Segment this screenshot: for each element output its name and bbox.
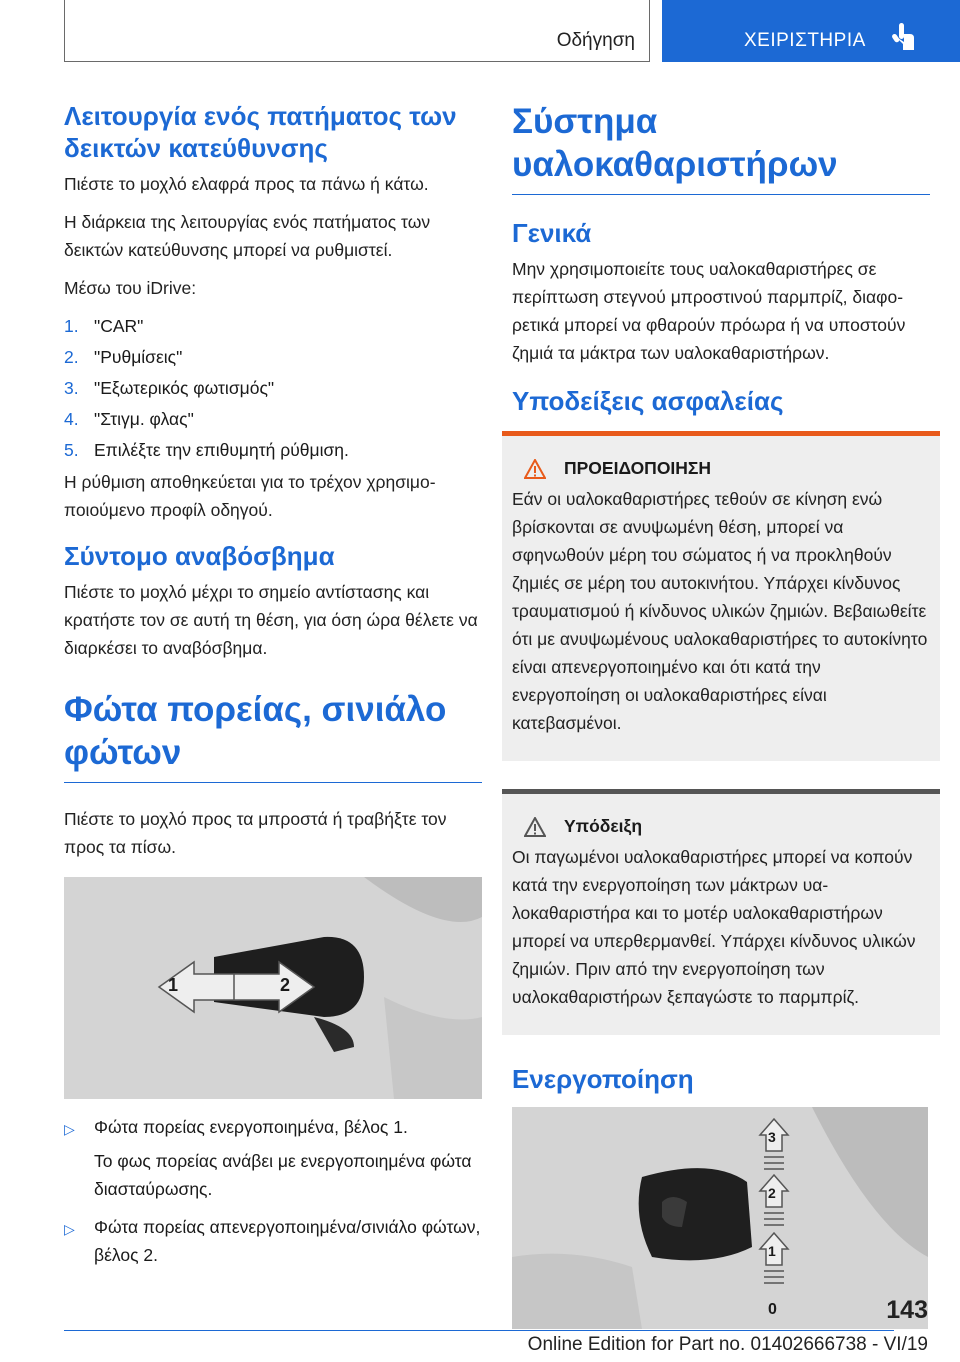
header-chapter-title: ΧΕΙΡΙΣΤΗΡΙΑ — [744, 30, 866, 51]
step-number: 3. — [64, 378, 79, 398]
list-item — [64, 436, 482, 464]
step-number: 5. — [64, 440, 79, 460]
note-title — [512, 816, 930, 837]
idrive-steps-list — [64, 312, 482, 464]
paragraph: Πιέστε το μοχλό μέχρι το σημείο αντίστασης και κρατήστε τον σε αυτή τη θέση, για όση ώρα θέλετε να διαρκέσει το αναβόσβημα. — [64, 582, 478, 658]
position-label-2: 2 — [768, 1185, 776, 1201]
page-number: 143 — [886, 1296, 928, 1324]
paragraph: Πιέστε το μοχλό προς τα μπροστά ή τραβήξτε τον προς τα πίσω. — [64, 809, 447, 857]
step-number: 2. — [64, 347, 79, 367]
warning-box — [502, 431, 940, 761]
paragraph: Η ρύθμιση αποθηκεύεται για το τρέχον χρησιμοποιούμενο προφίλ οδηγού. — [64, 472, 436, 520]
list-item — [64, 343, 482, 371]
paragraph: Πιέστε το μοχλό ελαφρά προς τα πάνω ή κάτω. — [64, 174, 429, 194]
wiper-illustration-svg — [512, 1107, 928, 1329]
note-box — [502, 789, 940, 1035]
section-title-wrap — [64, 688, 482, 783]
edition-note: Online Edition for Part no. 01402666738 - VI/19 — [527, 1334, 928, 1355]
note-title-text: Υπόδειξη — [564, 816, 643, 836]
wiper-lever-illustration — [512, 1107, 928, 1329]
footer-divider — [64, 1330, 894, 1331]
note-triangle-icon — [524, 817, 546, 837]
paragraph: Η διάρκεια της λειτουργίας ενός πατήματος των δεικτών κατεύθυνσης μπορεί να ρυθμιστεί. — [64, 212, 431, 260]
step-number: 1. — [64, 316, 79, 336]
list-item — [64, 1113, 482, 1203]
warning-triangle-icon — [524, 459, 546, 479]
list-item — [64, 312, 482, 340]
section-title-wipers: Σύστημα υαλοκαθαριστήρων — [512, 102, 838, 184]
arrow-label-1: 1 — [168, 975, 179, 995]
heading-general: Γενικά — [512, 218, 592, 248]
left-column — [64, 100, 482, 1279]
heading-activation: Ενεργοποίηση — [512, 1064, 694, 1094]
bullet-subtext: Το φως πορείας ανάβει με ενεργοποιημένα φώτα διασταύρωσης. — [94, 1151, 472, 1199]
right-column — [512, 100, 930, 1329]
heading-short-flash: Σύντομο αναβόσβημα — [64, 541, 335, 571]
warning-title — [512, 458, 930, 479]
header-section-box — [64, 0, 650, 62]
hand-pointer-icon — [890, 22, 916, 52]
header-chapter-tab — [662, 0, 960, 62]
position-label-1: 1 — [768, 1243, 776, 1259]
header-section-title: Οδήγηση — [556, 30, 635, 51]
lever-illustration-svg — [64, 877, 482, 1099]
arrow-label-2: 2 — [280, 975, 291, 995]
high-beam-bullets — [64, 1113, 482, 1269]
list-item — [64, 405, 482, 433]
section-title-wrap — [512, 100, 930, 195]
section-title-high-beams: Φώτα πορείας, σινιάλο φώτων — [64, 690, 447, 772]
paragraph: Μέσω του iDrive: — [64, 278, 197, 298]
paragraph: Μην χρησιμοποιείτε τους υαλοκαθαριστήρες σε περίπτωση στεγνού μπροστινού παρμπρίζ, διαφορετικά μπορεί να φθαρούν πρόωρα ή να υποστούν ζημιά τα μάκτρα των υαλοκαθαριστήρων. — [512, 259, 906, 363]
step-text: "CAR" — [94, 316, 144, 336]
position-label-0: 0 — [768, 1301, 777, 1318]
triangle-bullet-icon: ▷ — [64, 1121, 75, 1137]
heading-safety: Υποδείξεις ασφαλείας — [512, 386, 784, 416]
heading-one-touch-indicators: Λειτουργία ενός πατήματος των δεικτών κατεύθυνσης — [64, 101, 457, 163]
bullet-text: Φώτα πορείας απενεργοποιημένα/σινιάλο φώτων, βέλος 2. — [94, 1217, 481, 1265]
step-text: "Στιγμ. φλας" — [94, 409, 194, 429]
lever-illustration — [64, 877, 482, 1099]
note-text: Οι παγωμένοι υαλοκαθαριστήρες μπορεί να κοπούν κατά την ενεργοποίηση των μάκτρων υαλοκαθαριστήρα και το μοτέρ υαλοκαθαριστήρων μπορεί να υπερθερμανθεί. Υπάρχει κίνδυνος υλικών ζημιών. Πριν από την ενεργοποίηση των υαλοκαθαριστήρων ξεπαγώστε το παρμπρίζ. — [512, 847, 916, 1007]
bullet-text: Φώτα πορείας ενεργοποιημένα, βέλος 1. — [94, 1117, 408, 1137]
step-text: "Εξωτερικός φωτισμός" — [94, 378, 275, 398]
warning-text: Εάν οι υαλοκαθαριστήρες τεθούν σε κίνηση ενώ βρίσκονται σε ανυψωμένη θέση, μπορεί να σφηνωθούν μέρη του σώματος ή να προκληθούν ζημιές σε μέρη του αυτοκινήτου. Υπάρχει κίνδυνος τραυματισμού ή κίνδυνος υλικών ζημιών. Βεβαιωθείτε ότι με ανυψωμένους υαλοκαθαριστήρες το αυτοκίνητο είναι απενεργοποιημένο και ότι κατά την ενεργοποίηση οι υαλοκαθαριστήρες είναι κατεβασμένοι. — [512, 489, 928, 733]
step-number: 4. — [64, 409, 79, 429]
position-label-3: 3 — [768, 1129, 776, 1145]
step-text: "Ρυθμίσεις" — [94, 347, 183, 367]
triangle-bullet-icon: ▷ — [64, 1221, 75, 1237]
list-item — [64, 1213, 482, 1269]
warning-title-text: ΠΡΟΕΙΔΟΠΟΙΗΣΗ — [564, 458, 712, 478]
list-item — [64, 374, 482, 402]
step-text: Επιλέξτε την επιθυμητή ρύθμιση. — [94, 440, 349, 460]
